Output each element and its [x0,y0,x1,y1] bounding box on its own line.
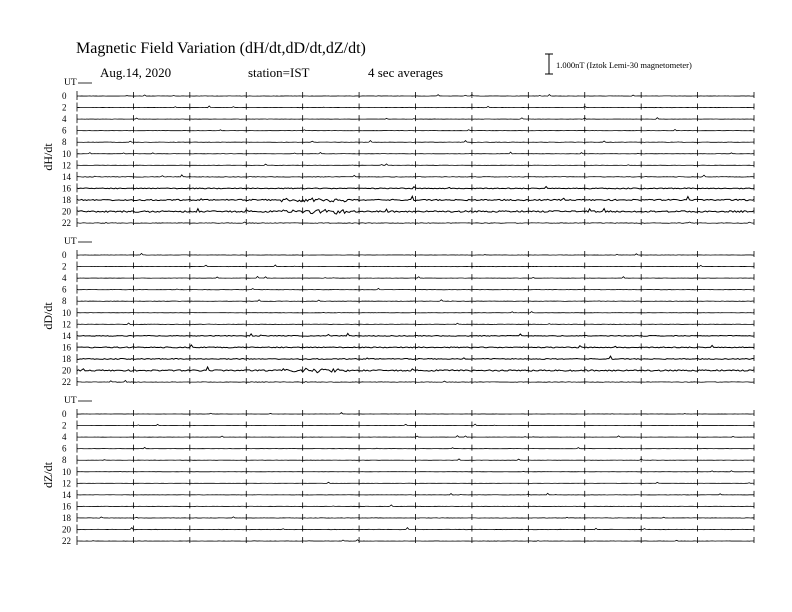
hour-label: 22 [62,377,71,388]
hour-label: 8 [62,137,67,148]
hour-label: 2 [62,420,67,431]
panel-dD-dt [41,237,754,387]
hour-label: 4 [62,273,67,284]
averaging-label: 4 sec averages [368,65,444,80]
hour-label: 12 [62,478,71,489]
hour-label: 4 [62,432,67,443]
hour-label: 6 [62,125,67,136]
hour-label: 8 [62,296,67,307]
hour-label: 18 [62,512,71,523]
panels-group [41,78,754,546]
hour-label: 16 [62,342,71,353]
hour-label: 18 [62,353,71,364]
hour-label: 18 [62,194,71,205]
ut-label: UT [64,237,77,247]
hour-label: 2 [62,102,67,113]
panel-dZ-dt [41,396,754,546]
ut-label: UT [64,396,77,406]
scale-bar [545,54,692,74]
hour-label: 16 [62,501,71,512]
hour-label: 20 [62,365,71,376]
hour-label: 14 [62,171,71,182]
panel-ylabel: dH/dt [41,143,55,171]
hour-label: 22 [62,218,71,229]
hour-label: 8 [62,455,67,466]
hour-label: 20 [62,206,71,217]
panel-dH-dt [41,78,754,228]
hour-label: 0 [62,250,67,260]
hour-label: 10 [62,466,71,477]
hour-label: 6 [62,443,67,454]
hour-label: 12 [62,319,71,330]
panel-ylabel: dZ/dt [41,462,55,488]
panel-ylabel: dD/dt [41,302,55,330]
hour-label: 6 [62,284,67,295]
hour-label: 2 [62,261,67,272]
station-label: station=IST [248,65,310,80]
hour-label: 22 [62,536,71,547]
hour-label: 0 [62,91,67,101]
hour-label: 14 [62,330,71,341]
chart-title: Magnetic Field Variation (dH/dt,dD/dt,dZ/dt) [76,40,366,57]
hour-label: 16 [62,183,71,194]
ut-label: UT [64,78,77,88]
hour-label: 14 [62,489,71,500]
hour-label: 20 [62,524,71,535]
hour-label: 10 [62,148,71,159]
date-label: Aug.14, 2020 [100,65,172,80]
hour-label: 10 [62,307,71,318]
hour-label: 0 [62,409,67,419]
hour-label: 4 [62,114,67,125]
scale-bar-label: 1.000nT (Iztok Lemi-30 magnetometer) [556,60,692,70]
hour-label: 12 [62,160,71,171]
